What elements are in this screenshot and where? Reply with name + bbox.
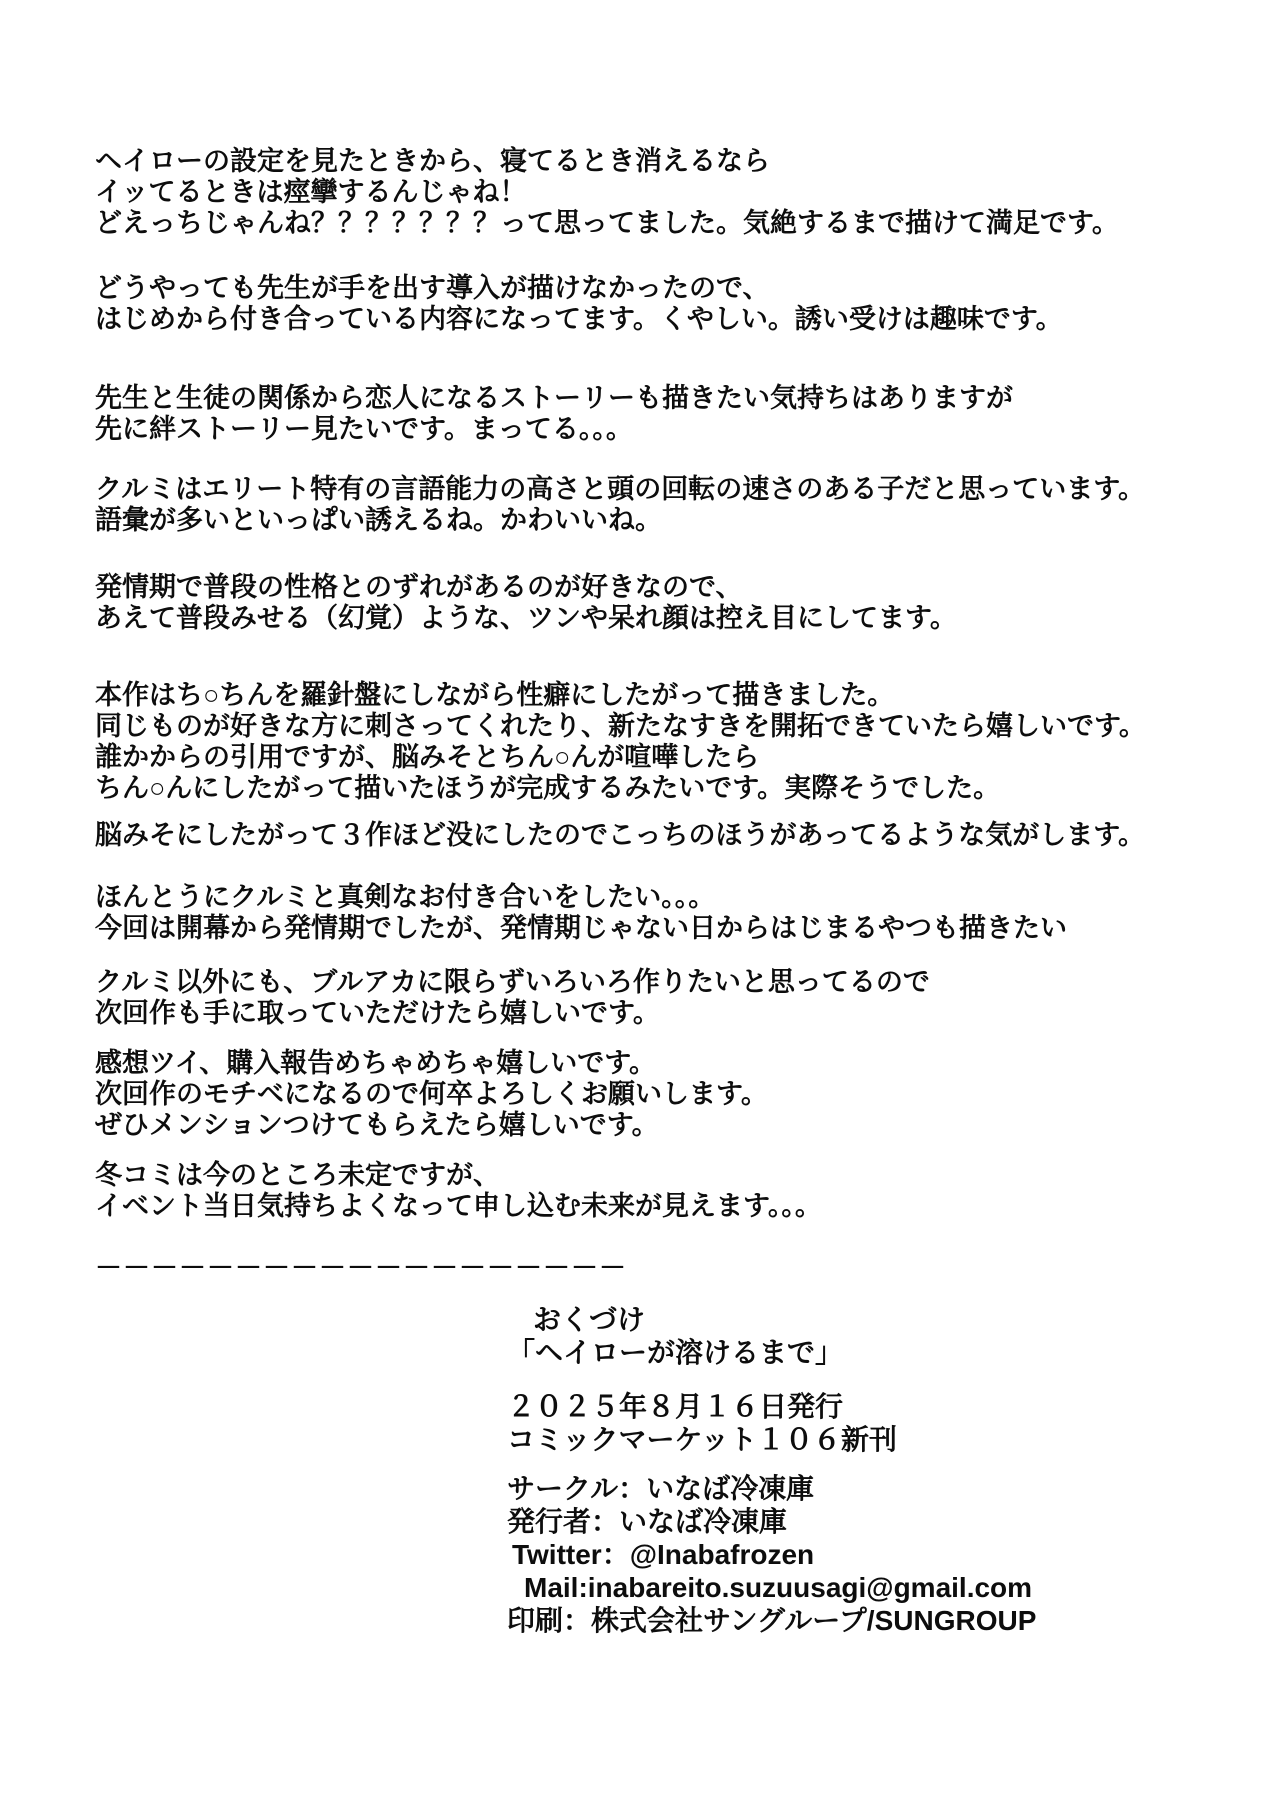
book-title: 「ヘイローが溶けるまで」	[507, 1337, 844, 1368]
divider-line: －－－－－－－－－－－－－－－－－－－	[95, 1253, 627, 1283]
colophon	[507, 1303, 1240, 1637]
text-line: 今回は開幕から発情期でしたが、発情期じゃない日からはじまるやつも描きたい	[95, 913, 1067, 943]
text-line: 脳みそにしたがって３作ほど没にしたのでこっちのほうがあってるような気がします。	[95, 820, 1146, 850]
text-line: あえて普段みせる（幻覚）ような、ツンや呆れ顔は控え目にしてます。	[95, 603, 957, 633]
paragraph	[95, 967, 1240, 1029]
text-line: 先生と生徒の関係から恋人になるストーリーも描きたい気持ちはありますが	[95, 383, 1013, 413]
text-line: ぜひメンションつけてもらえたら嬉しいです。	[95, 1110, 659, 1140]
publisher-name: 発行者：いなば冷凍庫	[507, 1506, 788, 1537]
text-line: 次回作も手に取っていただけたら嬉しいです。	[95, 998, 660, 1028]
text-line: 次回作のモチベになるので何卒よろしくお願いします。	[95, 1079, 768, 1109]
paragraph	[95, 474, 1240, 536]
twitter-handle: Twitter：@Inabafrozen	[512, 1539, 815, 1570]
paragraph	[95, 572, 1240, 634]
text-line: どうやっても先生が手を出す導入が描けなかったので、	[95, 273, 770, 303]
text-line: はじめから付き合っている内容になってます。くやしい。誘い受けは趣味です。	[95, 304, 1063, 334]
text-line: クルミはエリート特有の言語能力の高さと頭の回転の速さのある子だと思っています。	[95, 474, 1146, 504]
paragraph	[95, 273, 1240, 335]
mail-address: Mail:inabareito.suzuusagi@gmail.com	[524, 1572, 1033, 1603]
text-line: 冬コミは今のところ未定ですが、	[95, 1160, 500, 1190]
text-line: ちん○んにしたがって描いたほうが完成するみたいです。実際そうでした。	[95, 773, 1001, 803]
printer-name: 印刷：株式会社サングループ/SUNGROUP	[507, 1605, 1037, 1636]
text-line: 語彙が多いといっぱい誘えるね。かわいいね。	[95, 505, 662, 535]
text-line: 同じものが好きな方に刺さってくれたり、新たなすきを開拓できていたら嬉しいです。	[95, 711, 1146, 741]
circle-name: サークル：いなば冷凍庫	[507, 1473, 815, 1504]
event-name: コミックマーケット１０６新刊	[507, 1424, 898, 1455]
text-line: イベント当日気持ちよくなって申し込む未来が見えます。。。	[95, 1191, 822, 1221]
text-line: 感想ツイ、購入報告めちゃめちゃ嬉しいです。	[95, 1048, 657, 1078]
text-line: 誰かからの引用ですが、脳みそとちん○んが喧嘩したら	[95, 742, 760, 772]
text-line: 本作はち○ちんを羅針盤にしながら性癖にしたがって描きました。	[95, 680, 895, 710]
paragraph	[95, 1048, 1240, 1141]
paragraph	[95, 820, 1240, 851]
paragraph	[95, 882, 1240, 944]
paragraph	[95, 1160, 1240, 1222]
colophon-heading: おくづけ	[533, 1304, 646, 1335]
paragraph	[95, 146, 1240, 239]
text-line: 先に絆ストーリー見たいです。まってる。。。	[95, 414, 633, 444]
text-line: 発情期で普段の性格とのずれがあるのが好きなので、	[95, 572, 743, 602]
paragraph	[95, 680, 1240, 804]
afterword-body	[95, 146, 1240, 1637]
text-line: イッてるときは痙攣するんじゃね！	[95, 177, 527, 207]
paragraph	[95, 383, 1240, 445]
text-line: ほんとうにクルミと真剣なお付き合いをしたい。。。	[95, 882, 716, 912]
text-line: クルミ以外にも、ブルアカに限らずいろいろ作りたいと思ってるので	[95, 967, 930, 997]
text-line: どえっちじゃんね？？？？？？？って思ってました。気絶するまで描けて満足です。	[95, 208, 1119, 238]
publish-date: ２０２５年８月１６日発行	[507, 1391, 844, 1422]
text-line: ヘイローの設定を見たときから、寝てるとき消えるなら	[95, 146, 770, 176]
